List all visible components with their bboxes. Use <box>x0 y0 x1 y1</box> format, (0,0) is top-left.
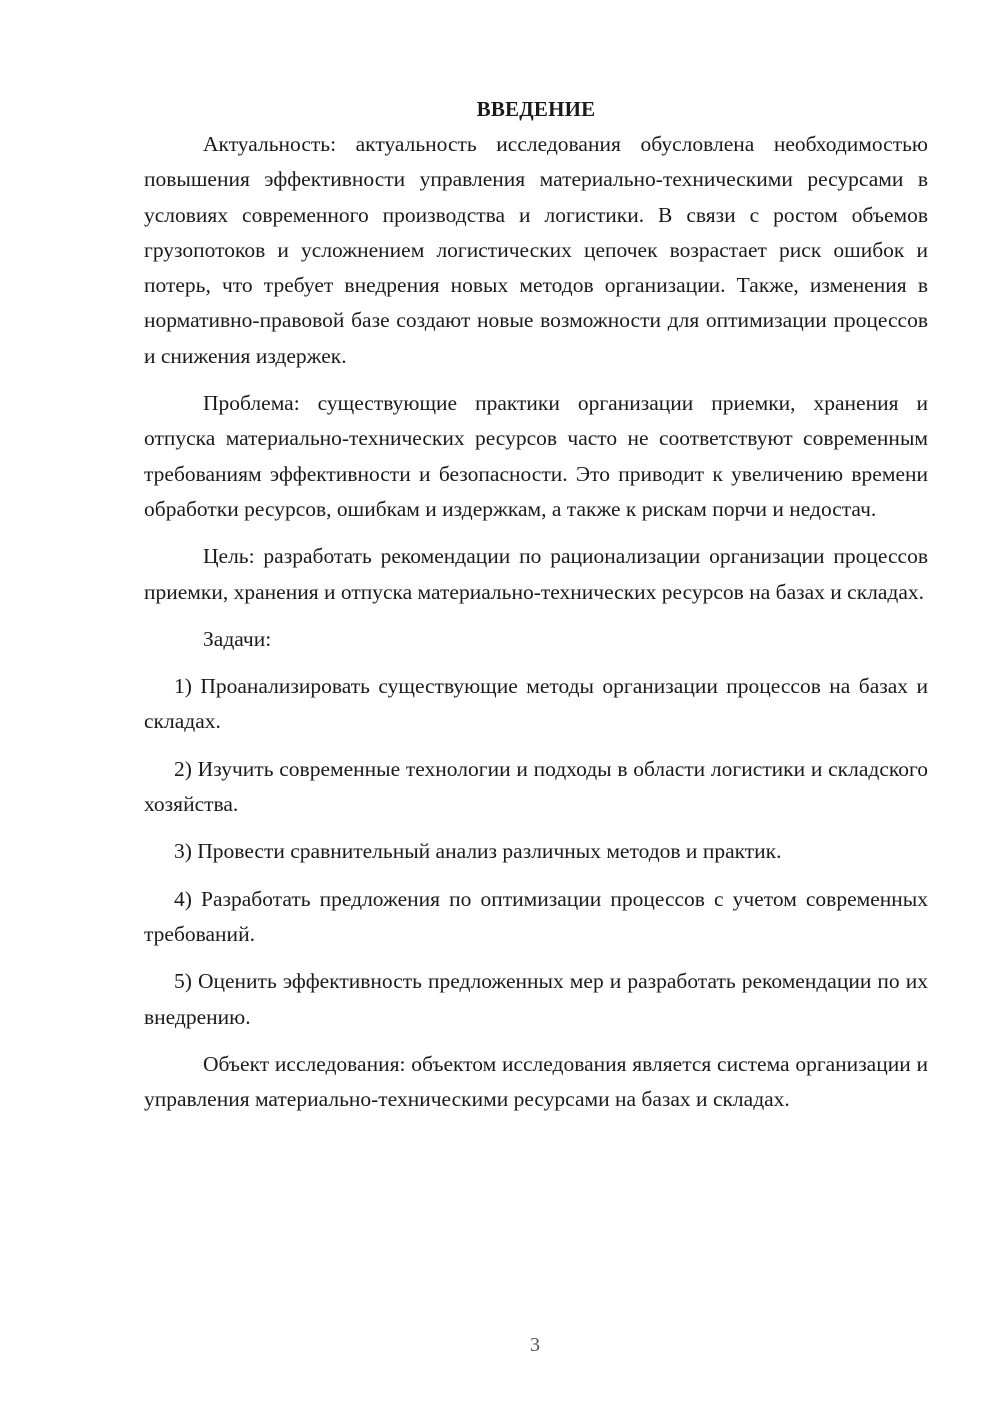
task-item-1: 1) Проанализировать существующие методы организации процессов на базах и складах. <box>144 674 928 734</box>
section-title: ВВЕДЕНИЕ <box>476 97 596 121</box>
goal-paragraph: Цель: разработать рекомендации по рационализации организации процессов приемки, хранения и отпуска материально-технических ресурсов на базах и складах. <box>144 544 928 604</box>
object-paragraph: Объект исследования: объектом исследования является система организации и управления материально-техническими ресурсами на базах и складах. <box>144 1051 928 1112</box>
problem-paragraph: Проблема: существующие практики организации приемки, хранения и отпуска материально-технических ресурсов часто не соответствуют современным требованиям эффективности и безопасности. Это приводит к увеличению времени обработки ресурсов, ошибкам и издержкам, а также к рискам порчи и недостач. <box>144 391 928 521</box>
page-number: 3 <box>530 1334 540 1356</box>
task-item-2: 2) Изучить современные технологии и подходы в области логистики и складского хозяйства. <box>144 756 928 817</box>
document-page <box>144 92 928 1117</box>
relevance-paragraph: Актуальность: актуальность исследования обусловлена необходимостью повышения эффективности управления материально-техническими ресурсами в условиях современного производства и логистики. В связи с ростом объемов грузопотоков и усложнением логистических цепочек возрастает риск ошибок и потерь, что требует внедрения новых методов организации. Также, изменения в нормативно-правовой базе создают новые возможности для оптимизации процессов и снижения издержек. <box>144 132 928 368</box>
task-item-5: 5) Оценить эффективность предложенных мер и разработать рекомендации по их внедрению. <box>144 969 928 1029</box>
tasks-heading: Задачи: <box>203 626 272 651</box>
task-item-4: 4) Разработать предложения по оптимизации процессов с учетом современных требований. <box>144 886 928 946</box>
task-item-3: 3) Провести сравнительный анализ различных методов и практик. <box>174 839 782 864</box>
